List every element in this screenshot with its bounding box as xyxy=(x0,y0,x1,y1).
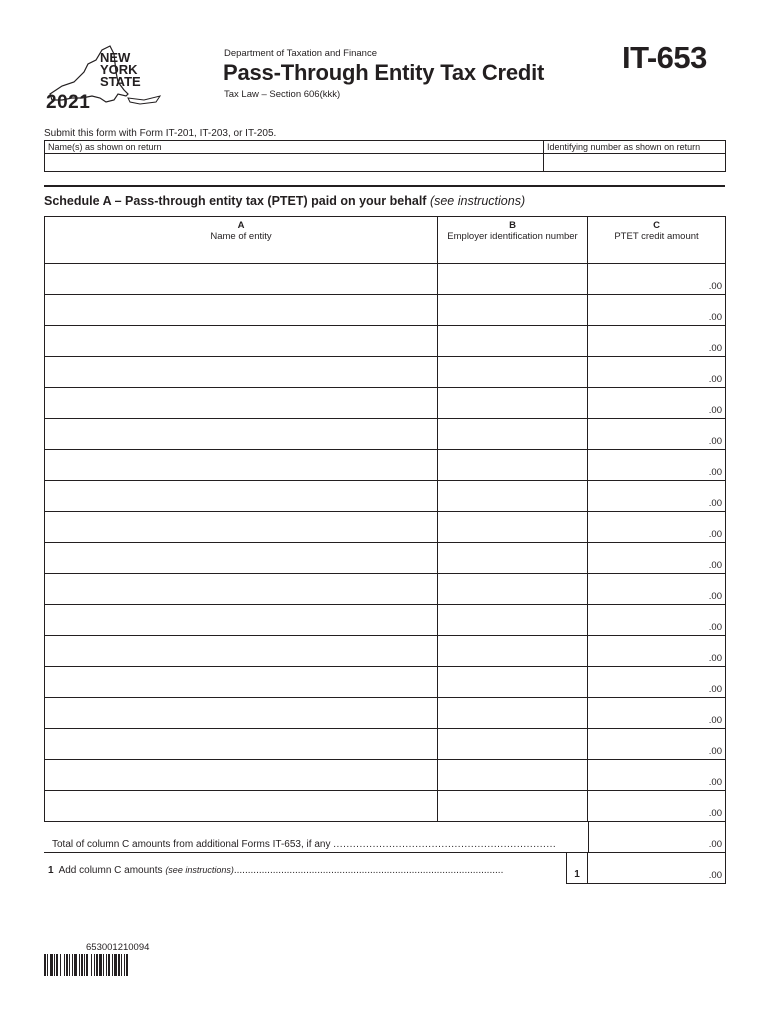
barcode-bar xyxy=(66,954,68,976)
barcode-bar xyxy=(121,954,122,976)
column-c-letter: C xyxy=(653,220,660,231)
table-row xyxy=(44,543,726,574)
name-field-label: Name(s) as shown on return xyxy=(45,141,543,154)
entity-name-field[interactable] xyxy=(44,667,438,698)
column-header-c xyxy=(588,216,726,264)
entity-name-field[interactable] xyxy=(44,574,438,605)
barcode-bar xyxy=(103,954,104,976)
barcode-bar xyxy=(86,954,88,976)
section-divider xyxy=(44,185,725,187)
ein-field[interactable] xyxy=(438,605,588,636)
ein-field[interactable] xyxy=(438,574,588,605)
ein-field[interactable] xyxy=(438,667,588,698)
total-additional-leader: .................................................................... xyxy=(333,839,557,850)
barcode-bar xyxy=(114,954,117,976)
table-row xyxy=(44,605,726,636)
ptet-amount-cents: .00 xyxy=(708,374,722,385)
entity-name-field[interactable] xyxy=(44,512,438,543)
ptet-amount-cents: .00 xyxy=(708,622,722,633)
table-row xyxy=(44,295,726,326)
total-additional-label-cell xyxy=(44,822,588,853)
ptet-amount-cents: .00 xyxy=(708,343,722,354)
ein-field[interactable] xyxy=(438,357,588,388)
line-1-note: (see instructions) xyxy=(165,865,234,875)
column-a-label: Name of entity xyxy=(210,231,272,242)
ein-field[interactable] xyxy=(438,760,588,791)
ptet-amount-field[interactable] xyxy=(588,605,726,636)
table-row xyxy=(44,419,726,450)
column-c-label: PTET credit amount xyxy=(614,231,699,242)
ptet-amount-cents: .00 xyxy=(708,560,722,571)
column-header-b xyxy=(438,216,588,264)
ptet-amount-field[interactable] xyxy=(588,450,726,481)
barcode-bar xyxy=(50,954,53,976)
barcode-bar xyxy=(106,954,107,976)
schedule-a-title-text: Schedule A – Pass-through entity tax (PTET) paid on your behalf xyxy=(44,194,427,208)
table-row xyxy=(44,667,726,698)
barcode-bar xyxy=(69,954,70,976)
barcode-icon xyxy=(44,954,194,976)
ptet-amount-cents: .00 xyxy=(708,808,722,819)
entity-name-field[interactable] xyxy=(44,419,438,450)
ein-field[interactable] xyxy=(438,698,588,729)
ptet-amount-field[interactable] xyxy=(588,543,726,574)
ptet-amount-cents: .00 xyxy=(708,498,722,509)
ptet-amount-cents: .00 xyxy=(708,312,722,323)
ptet-amount-field[interactable] xyxy=(588,791,726,822)
table-row xyxy=(44,729,726,760)
barcode-bar xyxy=(64,954,65,976)
entity-name-field[interactable] xyxy=(44,760,438,791)
barcode-bar xyxy=(56,954,58,976)
form-subtitle: Tax Law – Section 606(kkk) xyxy=(224,89,341,100)
entity-name-field[interactable] xyxy=(44,264,438,295)
entity-name-field[interactable] xyxy=(44,636,438,667)
entity-name-field[interactable] xyxy=(44,295,438,326)
column-header-a xyxy=(44,216,438,264)
ein-field[interactable] xyxy=(438,543,588,574)
barcode-bar xyxy=(96,954,98,976)
department-name: Department of Taxation and Finance xyxy=(224,48,377,59)
column-a-letter: A xyxy=(237,220,245,231)
id-field-label: Identifying number as shown on return xyxy=(544,141,725,154)
ptet-amount-field[interactable] xyxy=(588,698,726,729)
line-1-label xyxy=(48,865,503,876)
barcode-bar xyxy=(118,954,120,976)
table-row xyxy=(44,698,726,729)
ptet-amount-field[interactable] xyxy=(588,326,726,357)
barcode-number: 653001210094 xyxy=(86,942,150,953)
barcode-bar xyxy=(99,954,102,976)
total-additional-row xyxy=(44,822,726,853)
barcode-bar xyxy=(54,954,55,976)
entity-name-field[interactable] xyxy=(44,450,438,481)
ein-field[interactable] xyxy=(438,450,588,481)
ein-field[interactable] xyxy=(438,326,588,357)
ein-field[interactable] xyxy=(438,481,588,512)
id-field-box xyxy=(544,140,726,172)
entity-name-field[interactable] xyxy=(44,698,438,729)
ptet-amount-cents: .00 xyxy=(708,436,722,447)
state-line-new: NEW xyxy=(100,50,131,65)
barcode-bar xyxy=(60,954,61,976)
ptet-amount-cents: .00 xyxy=(708,405,722,416)
ptet-amount-field[interactable] xyxy=(588,264,726,295)
entity-name-field[interactable] xyxy=(44,388,438,419)
column-b-letter: B xyxy=(509,220,516,231)
barcode-bar xyxy=(91,954,92,976)
state-line-york: YORK xyxy=(100,62,138,77)
ptet-amount-field[interactable] xyxy=(588,760,726,791)
ptet-amount-cents: .00 xyxy=(708,529,722,540)
ein-field[interactable] xyxy=(438,636,588,667)
table-row xyxy=(44,481,726,512)
entity-name-field[interactable] xyxy=(44,326,438,357)
schedule-a-title xyxy=(44,194,525,208)
line-1-cents: .00 xyxy=(708,870,722,881)
ein-field[interactable] xyxy=(438,264,588,295)
barcode-bar xyxy=(108,954,110,976)
ptet-amount-cents: .00 xyxy=(708,467,722,478)
line-1-box-number: 1 xyxy=(566,853,588,884)
ptet-amount-cents: .00 xyxy=(708,281,722,292)
name-field[interactable] xyxy=(45,154,543,173)
ein-field[interactable] xyxy=(438,512,588,543)
ptet-amount-field[interactable] xyxy=(588,574,726,605)
id-field[interactable] xyxy=(544,154,725,173)
entity-name-field[interactable] xyxy=(44,357,438,388)
ptet-amount-cents: .00 xyxy=(708,653,722,664)
ptet-amount-cents: .00 xyxy=(708,684,722,695)
barcode-bar xyxy=(47,954,48,976)
schedule-a-title-note: (see instructions) xyxy=(429,194,526,208)
column-b-label: Employer identification number xyxy=(447,231,578,242)
line-1-row xyxy=(44,853,726,884)
ptet-amount-field[interactable] xyxy=(588,636,726,667)
barcode-bar xyxy=(79,954,80,976)
line-1-number: 1 xyxy=(48,865,54,876)
ptet-amount-field[interactable] xyxy=(588,388,726,419)
line-1-amount-field[interactable] xyxy=(588,853,726,884)
table-row xyxy=(44,636,726,667)
name-field-box xyxy=(44,140,544,172)
barcode-bar xyxy=(74,954,77,976)
total-additional-amount-field[interactable] xyxy=(588,822,726,853)
table-row xyxy=(44,264,726,295)
table-row xyxy=(44,760,726,791)
table-row xyxy=(44,450,726,481)
barcode-bar xyxy=(84,954,85,976)
line-1-leader: ................................................................................................. xyxy=(233,865,504,876)
table-row xyxy=(44,574,726,605)
ptet-amount-field[interactable] xyxy=(588,481,726,512)
ein-field[interactable] xyxy=(438,388,588,419)
ein-field[interactable] xyxy=(438,791,588,822)
form-title: Pass-Through Entity Tax Credit xyxy=(223,60,545,85)
entity-name-field[interactable] xyxy=(44,729,438,760)
ptet-amount-cents: .00 xyxy=(708,746,722,757)
ptet-amount-field[interactable] xyxy=(588,419,726,450)
barcode-bar xyxy=(112,954,113,976)
form-number: IT-653 xyxy=(622,40,707,75)
entity-name-field[interactable] xyxy=(44,791,438,822)
ein-field[interactable] xyxy=(438,419,588,450)
barcode-bar xyxy=(72,954,73,976)
state-line-state: STATE xyxy=(100,74,141,89)
barcode-bar xyxy=(126,954,128,976)
barcode-bar xyxy=(124,954,125,976)
total-additional-label xyxy=(52,839,556,850)
table-row xyxy=(44,388,726,419)
ptet-amount-field[interactable] xyxy=(588,729,726,760)
total-additional-cents: .00 xyxy=(708,839,722,850)
form-year: 2021 xyxy=(46,92,91,113)
ptet-amount-field[interactable] xyxy=(588,295,726,326)
entity-name-field[interactable] xyxy=(44,481,438,512)
state-wordmark xyxy=(100,52,141,88)
table-row xyxy=(44,791,726,822)
entity-name-field[interactable] xyxy=(44,543,438,574)
ptet-amount-cents: .00 xyxy=(708,777,722,788)
submit-instructions: Submit this form with Form IT-201, IT-203, or IT-205. xyxy=(44,128,277,139)
ptet-amount-field[interactable] xyxy=(588,667,726,698)
table-row xyxy=(44,357,726,388)
barcode-bar xyxy=(81,954,83,976)
total-additional-text: Total of column C amounts from additional Forms IT-653, if any xyxy=(52,839,331,850)
ptet-amount-cents: .00 xyxy=(708,715,722,726)
ptet-amount-field[interactable] xyxy=(588,512,726,543)
ptet-amount-cents: .00 xyxy=(708,591,722,602)
ein-field[interactable] xyxy=(438,729,588,760)
line-1-text: Add column C amounts xyxy=(58,865,163,876)
barcode-bar xyxy=(94,954,95,976)
entity-name-field[interactable] xyxy=(44,605,438,636)
table-row xyxy=(44,512,726,543)
table-row xyxy=(44,326,726,357)
ptet-amount-field[interactable] xyxy=(588,357,726,388)
barcode-bar xyxy=(44,954,46,976)
ein-field[interactable] xyxy=(438,295,588,326)
